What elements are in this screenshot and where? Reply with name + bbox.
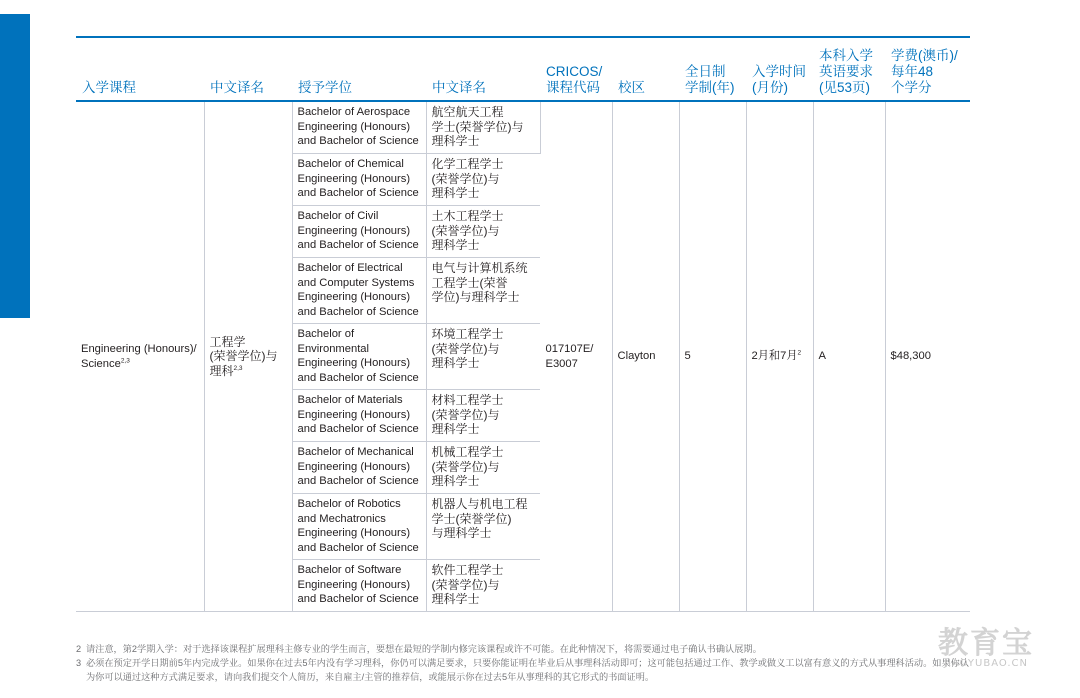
watermark-logo: 教育宝 JIAOYUBAO.CN bbox=[938, 626, 1034, 669]
header-english: 本科入学 英语要求 (见53页) bbox=[813, 37, 885, 101]
degree-name: Bachelor of Electrical and Computer Systems Engineering (Honours) and Bachelor of Science bbox=[292, 258, 426, 324]
cricos-code: 017107E/ E3007 bbox=[540, 101, 612, 612]
degree-name-cn: 化学工程学士 (荣誉学位)与 理科学士 bbox=[426, 154, 540, 206]
header-degree: 授予学位 bbox=[292, 37, 426, 101]
course-name-cn: 工程学 (荣誉学位)与 理科$^{2,3}$ bbox=[204, 101, 292, 612]
degree-name-cn: 机械工程学士 (荣誉学位)与 理科学士 bbox=[426, 442, 540, 494]
header-cricos: CRICOS/ 课程代码 bbox=[540, 37, 612, 101]
header-campus: 校区 bbox=[612, 37, 679, 101]
annual-fee: $48,300 bbox=[885, 101, 970, 612]
english-requirement: A bbox=[813, 101, 885, 612]
degree-name-cn: 环境工程学士 (荣誉学位)与 理科学士 bbox=[426, 324, 540, 390]
header-intake: 入学时间 (月份) bbox=[746, 37, 813, 101]
header-course: 入学课程 bbox=[76, 37, 204, 101]
degree-name-cn: 土木工程学士 (荣誉学位)与 理科学士 bbox=[426, 206, 540, 258]
campus: Clayton bbox=[612, 101, 679, 612]
degree-name-cn: 电气与计算机系统 工程学士(荣誉 学位)与理科学士 bbox=[426, 258, 540, 324]
degree-name: Bachelor of Aerospace Engineering (Honours) and Bachelor of Science bbox=[292, 101, 426, 154]
header-row bbox=[76, 37, 970, 101]
footnote-3: 3 必须在预定开学日期前5年内完成学业。如果你在过去5年内没有学习理科，你仍可以满足要求，只要你能证明在毕业后从事理科活动即可；这可能包括通过工作、教学或做义工以富有意义的方式从事理科活动。如果你认为你可以通过这种方式满足要求，请向我们提交个人简历，来自雇主/主管的推荐信，或能展示你在过去5年从事理科的其它形式的书面证明。 bbox=[76, 658, 970, 682]
table-row bbox=[76, 101, 970, 154]
degree-name: Bachelor of Materials Engineering (Honours) and Bachelor of Science bbox=[292, 390, 426, 442]
intake-months: 2月和7月$^2$ bbox=[746, 101, 813, 612]
footnotes bbox=[76, 642, 976, 684]
degree-name: Bachelor of Environmental Engineering (Honours) and Bachelor of Science bbox=[292, 324, 426, 390]
duration-years: 5 bbox=[679, 101, 746, 612]
degree-name: Bachelor of Civil Engineering (Honours) and Bachelor of Science bbox=[292, 206, 426, 258]
header-fee: 学费(澳币)/ 每年48 个学分 bbox=[885, 37, 970, 101]
course-name: Engineering (Honours)/ Science$^{2,3}$ bbox=[76, 101, 204, 612]
header-duration: 全日制 学制(年) bbox=[679, 37, 746, 101]
header-degree-cn: 中文译名 bbox=[426, 37, 540, 101]
degree-name-cn: 航空航天工程 学士(荣誉学位)与 理科学士 bbox=[426, 101, 540, 154]
degree-name-cn: 机器人与机电工程 学士(荣誉学位) 与理科学士 bbox=[426, 494, 540, 560]
degree-name: Bachelor of Chemical Engineering (Honours) and Bachelor of Science bbox=[292, 154, 426, 206]
degree-name: Bachelor of Software Engineering (Honours) and Bachelor of Science bbox=[292, 560, 426, 612]
header-course-cn: 中文译名 bbox=[204, 37, 292, 101]
degree-name-cn: 材料工程学士 (荣誉学位)与 理科学士 bbox=[426, 390, 540, 442]
degree-name-cn: 软件工程学士 (荣誉学位)与 理科学士 bbox=[426, 560, 540, 612]
side-accent-bar bbox=[0, 14, 30, 318]
degree-name: Bachelor of Robotics and Mechatronics Engineering (Honours) and Bachelor of Science bbox=[292, 494, 426, 560]
course-table bbox=[76, 36, 970, 612]
degree-name: Bachelor of Mechanical Engineering (Honours) and Bachelor of Science bbox=[292, 442, 426, 494]
footnote-2: 2 请注意，第2学期入学：对于选择该课程扩展理科主修专业的学生而言，要想在最短的学制内修完该课程或许不可能。在此种情况下，将需要通过电子确认书确认展期。 bbox=[76, 644, 762, 654]
